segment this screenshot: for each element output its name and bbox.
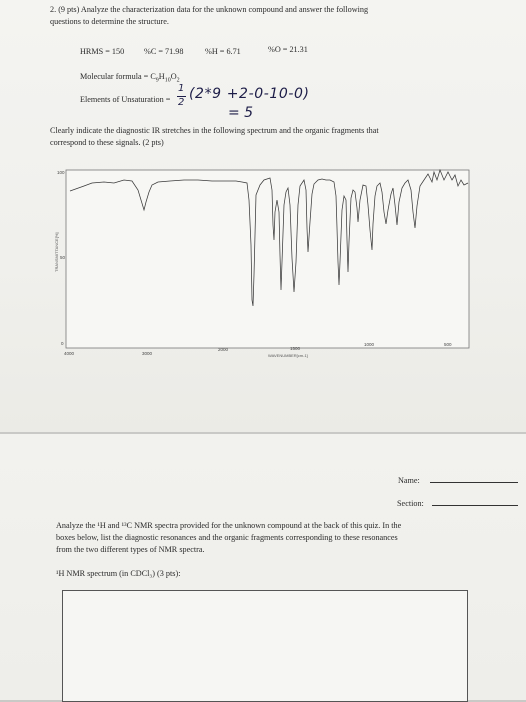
percent-oxygen: %O = 21.31 [268, 45, 308, 54]
handwritten-result: = 5 [228, 105, 254, 121]
question-text-line2: questions to determine the structure. [50, 17, 169, 26]
x-tick-2000: 2000 [218, 347, 229, 352]
ir-prompt-line2: correspond to these signals. (2 pts) [50, 138, 164, 147]
name-label: Name: [398, 476, 420, 485]
x-axis-label: WAVENUMBER[cm-1] [268, 353, 308, 358]
molecular-formula: Molecular formula = $C_9H_{10}O_2$ [80, 72, 180, 84]
h-nmr-label: ¹H NMR spectrum (in CDCl₃) (3 pts): [56, 569, 181, 578]
nmr-instructions-line2: boxes below, list the diagnostic resonances and the organic fragments corresponding to these resonances [56, 533, 398, 542]
handwritten-fraction-numerator: 1 [178, 83, 185, 94]
section-label: Section: [397, 499, 424, 508]
y-axis-label: TRANSMITTANCE[%] [54, 232, 59, 272]
y-tick-0: 0 [61, 341, 64, 346]
eou-label: Elements of Unsaturation = [80, 95, 171, 104]
percent-hydrogen: %H = 6.71 [205, 47, 241, 56]
h-nmr-answer-box[interactable] [62, 590, 468, 702]
x-tick-1000: 1000 [364, 342, 375, 347]
y-tick-100: 100 [57, 170, 65, 175]
handwritten-fraction-denominator: 2 [178, 97, 185, 108]
x-tick-3000: 3000 [142, 351, 153, 356]
y-tick-50: 50 [60, 255, 66, 260]
x-tick-500: 500 [444, 342, 452, 347]
name-line[interactable] [430, 482, 518, 483]
nmr-instructions-line1: Analyze the ¹H and ¹³C NMR spectra provided for the unknown compound at the back of this quiz. In the [56, 521, 402, 530]
handwritten-expression: (2*9 +2-0-10-0) [189, 86, 310, 102]
percent-carbon: %C = 71.98 [144, 47, 184, 56]
hrms-value: HRMS = 150 [80, 47, 125, 56]
nmr-instructions-line3: from the two different types of NMR spectra. [56, 545, 205, 554]
spectrum-plot-frame [66, 170, 469, 348]
ir-prompt-line1: Clearly indicate the diagnostic IR stretches in the following spectrum and the organic fragments that [50, 126, 379, 135]
section-line[interactable] [432, 505, 518, 506]
question-text-line1: 2. (9 pts) Analyze the characterization data for the unknown compound and answer the following [50, 5, 369, 14]
x-tick-4000: 4000 [64, 351, 75, 356]
x-tick-1500: 1500 [290, 346, 301, 351]
